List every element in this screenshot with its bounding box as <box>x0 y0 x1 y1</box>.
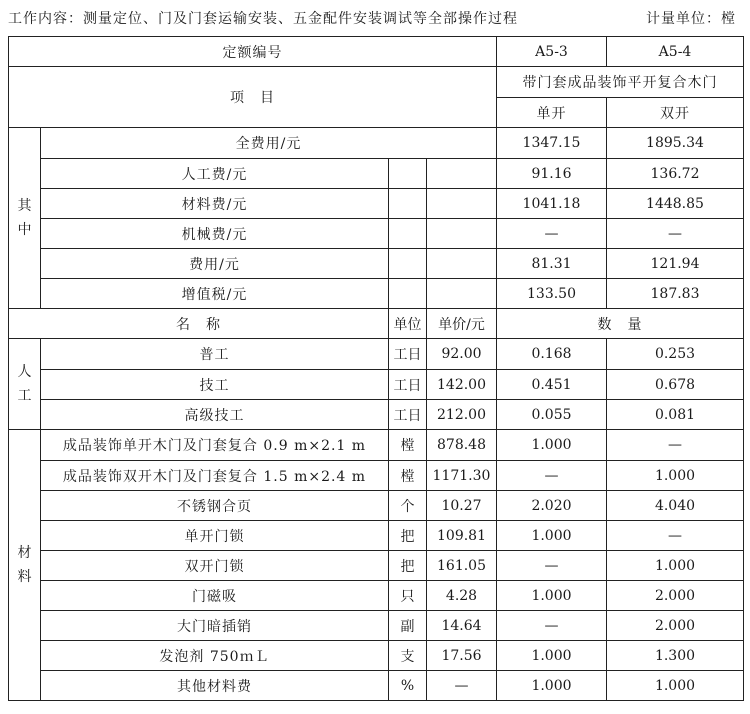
total-b: 1895.34 <box>607 128 744 159</box>
group-among-label <box>9 128 41 309</box>
group-material-text: 材料 <box>17 545 32 585</box>
labor-price: 92.00 <box>427 339 497 370</box>
labor-row <box>9 400 744 430</box>
material-price: 17.56 <box>427 641 497 671</box>
labor-price: 212.00 <box>427 400 497 430</box>
material-a: — <box>497 551 607 581</box>
column-header-row <box>9 309 744 339</box>
material-name: 门磁吸 <box>41 581 389 611</box>
material-name: 双开门锁 <box>41 551 389 581</box>
material-price: 161.05 <box>427 551 497 581</box>
variant-b: 双开 <box>607 98 744 128</box>
breakdown-row <box>9 249 744 279</box>
labor-unit: 工日 <box>389 400 427 430</box>
labor-row <box>9 370 744 400</box>
col-name-header: 名 称 <box>9 309 389 339</box>
breakdown-row <box>9 219 744 249</box>
breakdown-b: 136.72 <box>607 159 744 189</box>
material-row <box>9 611 744 641</box>
breakdown-blank <box>427 219 497 249</box>
material-unit: 个 <box>389 491 427 521</box>
col-qty-header: 数 量 <box>497 309 744 339</box>
material-price: 1171.30 <box>427 461 497 491</box>
group-material-label <box>9 430 41 701</box>
material-a: 1.000 <box>497 430 607 461</box>
material-unit: 把 <box>389 521 427 551</box>
material-name: 单开门锁 <box>41 521 389 551</box>
material-row <box>9 581 744 611</box>
material-name: 成品装饰单开木门及门套复合 0.9 m×2.1 m <box>41 430 389 461</box>
material-b: — <box>607 430 744 461</box>
material-name: 不锈钢合页 <box>41 491 389 521</box>
breakdown-blank <box>427 159 497 189</box>
material-row <box>9 551 744 581</box>
group-among-text: 其中 <box>17 198 32 238</box>
breakdown-row <box>9 159 744 189</box>
labor-row <box>9 339 744 370</box>
material-unit: 把 <box>389 551 427 581</box>
breakdown-row <box>9 279 744 309</box>
material-row <box>9 671 744 701</box>
measurement-unit-text: 计量单位：樘 <box>646 11 736 27</box>
material-a: 2.020 <box>497 491 607 521</box>
material-row <box>9 641 744 671</box>
breakdown-blank <box>389 159 427 189</box>
material-price: 878.48 <box>427 430 497 461</box>
material-name: 成品装饰双开木门及门套复合 1.5 m×2.4 m <box>41 461 389 491</box>
material-b: 4.040 <box>607 491 744 521</box>
material-b: 1.000 <box>607 671 744 701</box>
breakdown-blank <box>389 219 427 249</box>
breakdown-b: 1448.85 <box>607 189 744 219</box>
col-price-header: 单价/元 <box>427 309 497 339</box>
material-unit: 支 <box>389 641 427 671</box>
material-price: — <box>427 671 497 701</box>
breakdown-b: 121.94 <box>607 249 744 279</box>
material-row <box>9 430 744 461</box>
labor-name: 高级技工 <box>41 400 389 430</box>
labor-b: 0.081 <box>607 400 744 430</box>
labor-unit: 工日 <box>389 339 427 370</box>
breakdown-label: 增值税/元 <box>41 279 389 309</box>
breakdown-a: 133.50 <box>497 279 607 309</box>
material-unit: % <box>389 671 427 701</box>
material-a: — <box>497 611 607 641</box>
material-unit: 副 <box>389 611 427 641</box>
quota-code-row <box>9 37 744 67</box>
breakdown-label: 机械费/元 <box>41 219 389 249</box>
material-unit: 樘 <box>389 430 427 461</box>
group-labor-label <box>9 339 41 430</box>
material-price: 4.28 <box>427 581 497 611</box>
col-unit-header: 单位 <box>389 309 427 339</box>
item-name-row <box>9 67 744 98</box>
labor-b: 0.253 <box>607 339 744 370</box>
labor-name: 普工 <box>41 339 389 370</box>
item-label: 项 目 <box>9 67 497 128</box>
material-b: 2.000 <box>607 611 744 641</box>
total-a: 1347.15 <box>497 128 607 159</box>
breakdown-a: 91.16 <box>497 159 607 189</box>
code-b: A5-4 <box>607 37 744 67</box>
material-b: 1.000 <box>607 461 744 491</box>
material-b: 2.000 <box>607 581 744 611</box>
group-labor-text: 人工 <box>17 364 32 404</box>
material-b: 1.300 <box>607 641 744 671</box>
material-a: — <box>497 461 607 491</box>
labor-unit: 工日 <box>389 370 427 400</box>
labor-a: 0.168 <box>497 339 607 370</box>
quota-table <box>8 36 744 701</box>
material-row <box>9 521 744 551</box>
material-row <box>9 491 744 521</box>
quota-no-label: 定额编号 <box>9 37 497 67</box>
material-unit: 只 <box>389 581 427 611</box>
labor-a: 0.055 <box>497 400 607 430</box>
material-unit: 樘 <box>389 461 427 491</box>
breakdown-a: — <box>497 219 607 249</box>
material-a: 1.000 <box>497 521 607 551</box>
item-name: 带门套成品装饰平开复合木门 <box>497 67 744 98</box>
breakdown-b: — <box>607 219 744 249</box>
labor-name: 技工 <box>41 370 389 400</box>
breakdown-blank <box>389 249 427 279</box>
labor-b: 0.678 <box>607 370 744 400</box>
breakdown-label: 费用/元 <box>41 249 389 279</box>
breakdown-a: 1041.18 <box>497 189 607 219</box>
total-cost-row <box>9 128 744 159</box>
material-a: 1.000 <box>497 581 607 611</box>
material-row <box>9 461 744 491</box>
breakdown-label: 材料费/元 <box>41 189 389 219</box>
code-a: A5-3 <box>497 37 607 67</box>
header-line <box>8 8 736 30</box>
material-b: 1.000 <box>607 551 744 581</box>
breakdown-a: 81.31 <box>497 249 607 279</box>
variant-a: 单开 <box>497 98 607 128</box>
breakdown-blank <box>427 189 497 219</box>
material-a: 1.000 <box>497 641 607 671</box>
material-name: 其他材料费 <box>41 671 389 701</box>
total-label: 全费用/元 <box>41 128 497 159</box>
labor-price: 142.00 <box>427 370 497 400</box>
breakdown-blank <box>427 279 497 309</box>
material-price: 109.81 <box>427 521 497 551</box>
material-price: 10.27 <box>427 491 497 521</box>
breakdown-label: 人工费/元 <box>41 159 389 189</box>
breakdown-blank <box>389 279 427 309</box>
breakdown-blank <box>389 189 427 219</box>
breakdown-row <box>9 189 744 219</box>
breakdown-blank <box>427 249 497 279</box>
material-price: 14.64 <box>427 611 497 641</box>
material-b: — <box>607 521 744 551</box>
material-name: 发泡剂 750ｍＬ <box>41 641 389 671</box>
breakdown-b: 187.83 <box>607 279 744 309</box>
labor-a: 0.451 <box>497 370 607 400</box>
work-content-text: 工作内容：测量定位、门及门套运输安装、五金配件安装调试等全部操作过程 <box>8 11 518 27</box>
material-a: 1.000 <box>497 671 607 701</box>
material-name: 大门暗插销 <box>41 611 389 641</box>
